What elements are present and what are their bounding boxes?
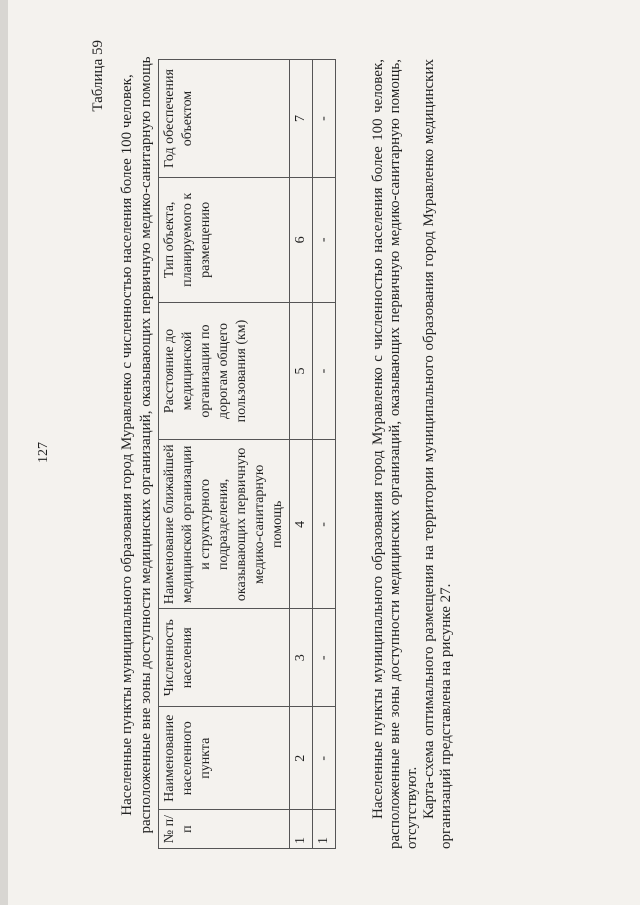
data-table — [158, 59, 336, 849]
table-cell: - — [313, 609, 336, 707]
table-cell: - — [313, 178, 336, 303]
caption-line-2: расположенные вне зоны доступности медицинских организаций, оказывающих первичную медико-санитарную помощь — [138, 56, 154, 834]
table-header-row — [159, 60, 290, 849]
table-label: Таблица 59 — [90, 40, 106, 112]
numbering-cell: 5 — [290, 302, 313, 440]
numbering-cell: 6 — [290, 178, 313, 303]
table-cell: - — [313, 707, 336, 810]
header-cell: Наименование ближайшей медицинской организации и структурного подразделения, оказывающих первичную медико-санитарную помощь — [159, 440, 290, 609]
numbering-cell: 4 — [290, 440, 313, 609]
table-cell: 1 — [313, 810, 336, 849]
table-cell: - — [313, 302, 336, 440]
numbering-cell: 7 — [290, 60, 313, 178]
caption-line-1: Населенные пункты муниципального образования город Муравленко с численностью населения более 100 человек, — [119, 74, 135, 816]
numbering-cell: 2 — [290, 707, 313, 810]
numbering-cell: 1 — [290, 810, 313, 849]
paragraph-no-settlements: Населенные пункты муниципального образования город Муравленко с численностью населения более 100 человек, расположенные вне зоны доступности медицинских организаций, оказывающих первичную медико-санитарную помощь, отсутствуют. — [370, 59, 420, 849]
table-cell: - — [313, 440, 336, 609]
paragraph-map-reference: Карта-схема оптимального размещения на территории муниципального образования город Муравленко медицинских организаций представлена на рисунке 27. — [421, 59, 454, 849]
table-row — [313, 60, 336, 849]
body-text — [370, 59, 455, 849]
header-cell: Численность населения — [159, 609, 290, 707]
page-number: 127 — [36, 442, 51, 463]
numbering-row — [290, 60, 313, 849]
table-cell: - — [313, 60, 336, 178]
numbering-cell: 3 — [290, 609, 313, 707]
header-cell: Тип объекта, планируемого к размещению — [159, 178, 290, 303]
header-cell: Расстояние до медицинской организации по дорогам общего пользования (км) — [159, 302, 290, 440]
table-caption — [118, 45, 156, 845]
header-cell: Год обеспечения объектом — [159, 60, 290, 178]
header-cell: № п/п — [159, 810, 290, 849]
header-cell: Наименование населенного пункта — [159, 707, 290, 810]
